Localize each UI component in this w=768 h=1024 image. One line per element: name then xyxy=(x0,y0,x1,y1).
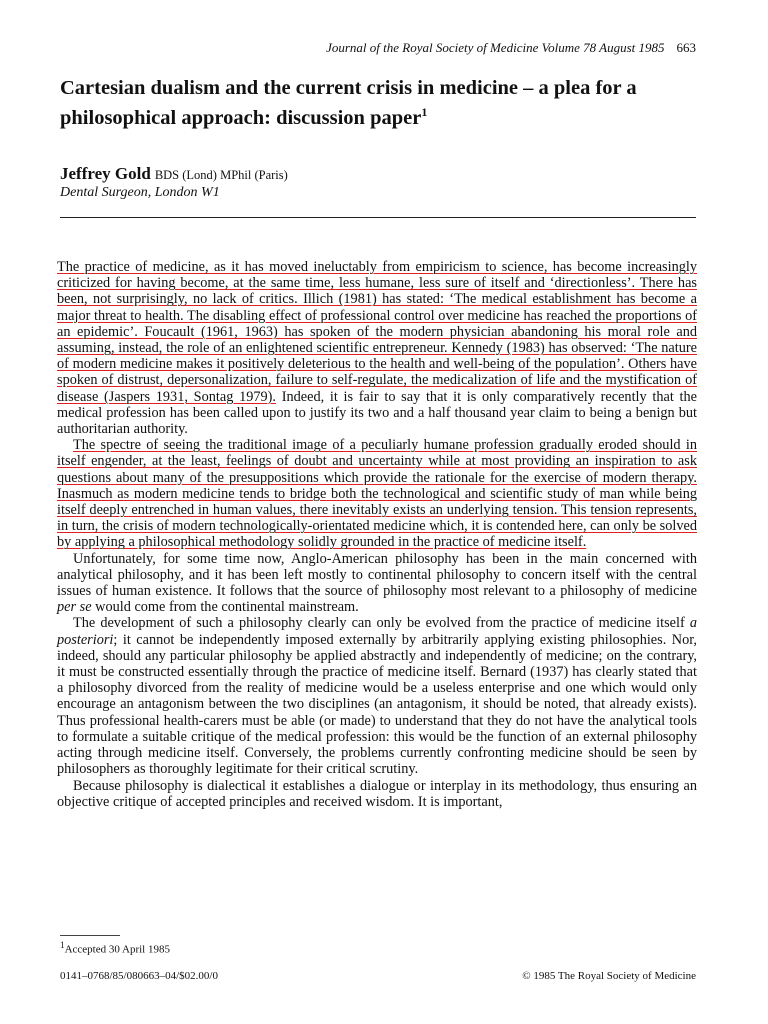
paragraph-5: Because philosophy is dialectical it establishes a dialogue or interplay in its methodology, thus ensuring an objective critique of accepted principles and received wisdom. It is important, xyxy=(57,777,697,810)
author-block xyxy=(60,165,700,202)
paragraph-3-text-b: would come from the continental mainstream. xyxy=(91,599,359,616)
author-name: Jeffrey Gold xyxy=(60,164,151,183)
footnote-marker: 1 xyxy=(60,940,65,950)
article-body xyxy=(57,259,697,810)
running-head xyxy=(326,40,696,56)
author-qualifications: BDS (Lond) MPhil (Paris) xyxy=(154,168,288,182)
highlighted-passage-1: The practice of medicine, as it has moved ineluctably from empiricism to science, has become increasingly criticized for having become, at the same time, less humane, less sure of itself and ‘directionless’. There has been, not surprisingly, no lack of critics. Illich (1981) has stated: ‘The medical establishment has become a major threat to health. The disabling effect of professional control over medicine has reached the proportions of an epidemic’. Foucault (1961, 1963) has spoken of the modern physician abandoning his moral role and assuming, instead, the role of an enlightened scientific entrepreneur. Kennedy (1983) has observed: ‘The nature of modern medicine makes it positively deleterious to the health and well-being of the population’. Others have spoken of distrust, depersonalization, failure to self-regulate, the medicalization of life and the mystification of disease (Jaspers 1931, Sontag 1979). xyxy=(57,259,697,405)
paragraph-4-text-a: The development of such a philosophy clearly can only be evolved from the practice of medicine itself xyxy=(73,615,690,632)
footnote-divider xyxy=(60,935,120,936)
article-code: 0141–0768/85/080663–04/$02.00/0 xyxy=(60,970,218,982)
header-divider xyxy=(60,217,696,218)
journal-citation: Journal of the Royal Society of Medicine Volume 78 August 1985 xyxy=(326,40,665,55)
title-text: Cartesian dualism and the current crisis in medicine – a plea for a philosophical approach: discussion paper xyxy=(60,77,637,129)
copyright-notice: © 1985 The Royal Society of Medicine xyxy=(522,970,696,982)
page-number: 663 xyxy=(676,40,696,55)
paragraph-4-emphasis: a posteriori xyxy=(57,615,697,648)
article-title xyxy=(60,76,708,130)
highlighted-passage-2: The spectre of seeing the traditional image of a peculiarly humane profession gradually eroded should in itself engender, at the least, feelings of doubt and uncertainty while at most providing an inspiration to ask questions about many of the presuppositions which provide the rationale for the exercise of modern therapy. Inasmuch as modern medicine tends to bridge both the technological and scientific study of man while being itself deeply entrenched in human values, there inevitably exists an underlying tension. This tension represents, in turn, the crisis of modern technologically-orientated medicine which, it is contended here, can only be solved by applying a philosophical methodology solidly grounded in the practice of medicine itself. xyxy=(57,437,697,551)
title-footnote-marker: 1 xyxy=(421,105,428,119)
footnote-text: Accepted 30 April 1985 xyxy=(64,943,170,956)
paragraph-4 xyxy=(57,615,697,777)
paragraph-1-rest: Indeed, it is fair to say that it is only comparatively recently that the medical profession has been called upon to justify its two and a half thousand year claim to being a benign but authoritarian authority. xyxy=(57,388,697,438)
page-footer xyxy=(60,970,696,982)
paragraph-3-emphasis: per se xyxy=(57,599,92,616)
paragraph-2 xyxy=(57,437,697,550)
footnote xyxy=(60,940,170,956)
author-line xyxy=(60,165,700,184)
paragraph-4-text-b: ; it cannot be independently imposed externally by arbitrarily applying existing philosophies. Nor, indeed, should any particular philosophy be applied abstractly and independently of medicine; on the contrary, it must be constructed essentially through the practice of medicine itself. Bernard (1937) has clearly stated that a philosophy divorced from the reality of medicine would be a useless enterprise and one which would only encourage an antagonism between the two disciplines (an antagonism, it should be noted, that already exists). Thus professional health-carers must be able (or made) to understand that they do not have the analytical tools to formulate a suitable critique of the medical profession: this would be the function of an external philosophy acting through medicine itself. Conversely, the problems currently confronting medicine should be seen by philosophers as thoroughly legitimate for their critical scrutiny. xyxy=(57,631,697,778)
paragraph-3-text-a: Unfortunately, for some time now, Anglo-American philosophy has been in the main concerned with analytical philosophy, and it has been left mostly to continental philosophy to concern itself with the central issues of human existence. It follows that the source of philosophy most relevant to a philosophy of medicine xyxy=(57,550,697,600)
paragraph-1 xyxy=(57,259,697,437)
author-affiliation: Dental Surgeon, London W1 xyxy=(60,185,220,200)
paragraph-3 xyxy=(57,551,697,616)
